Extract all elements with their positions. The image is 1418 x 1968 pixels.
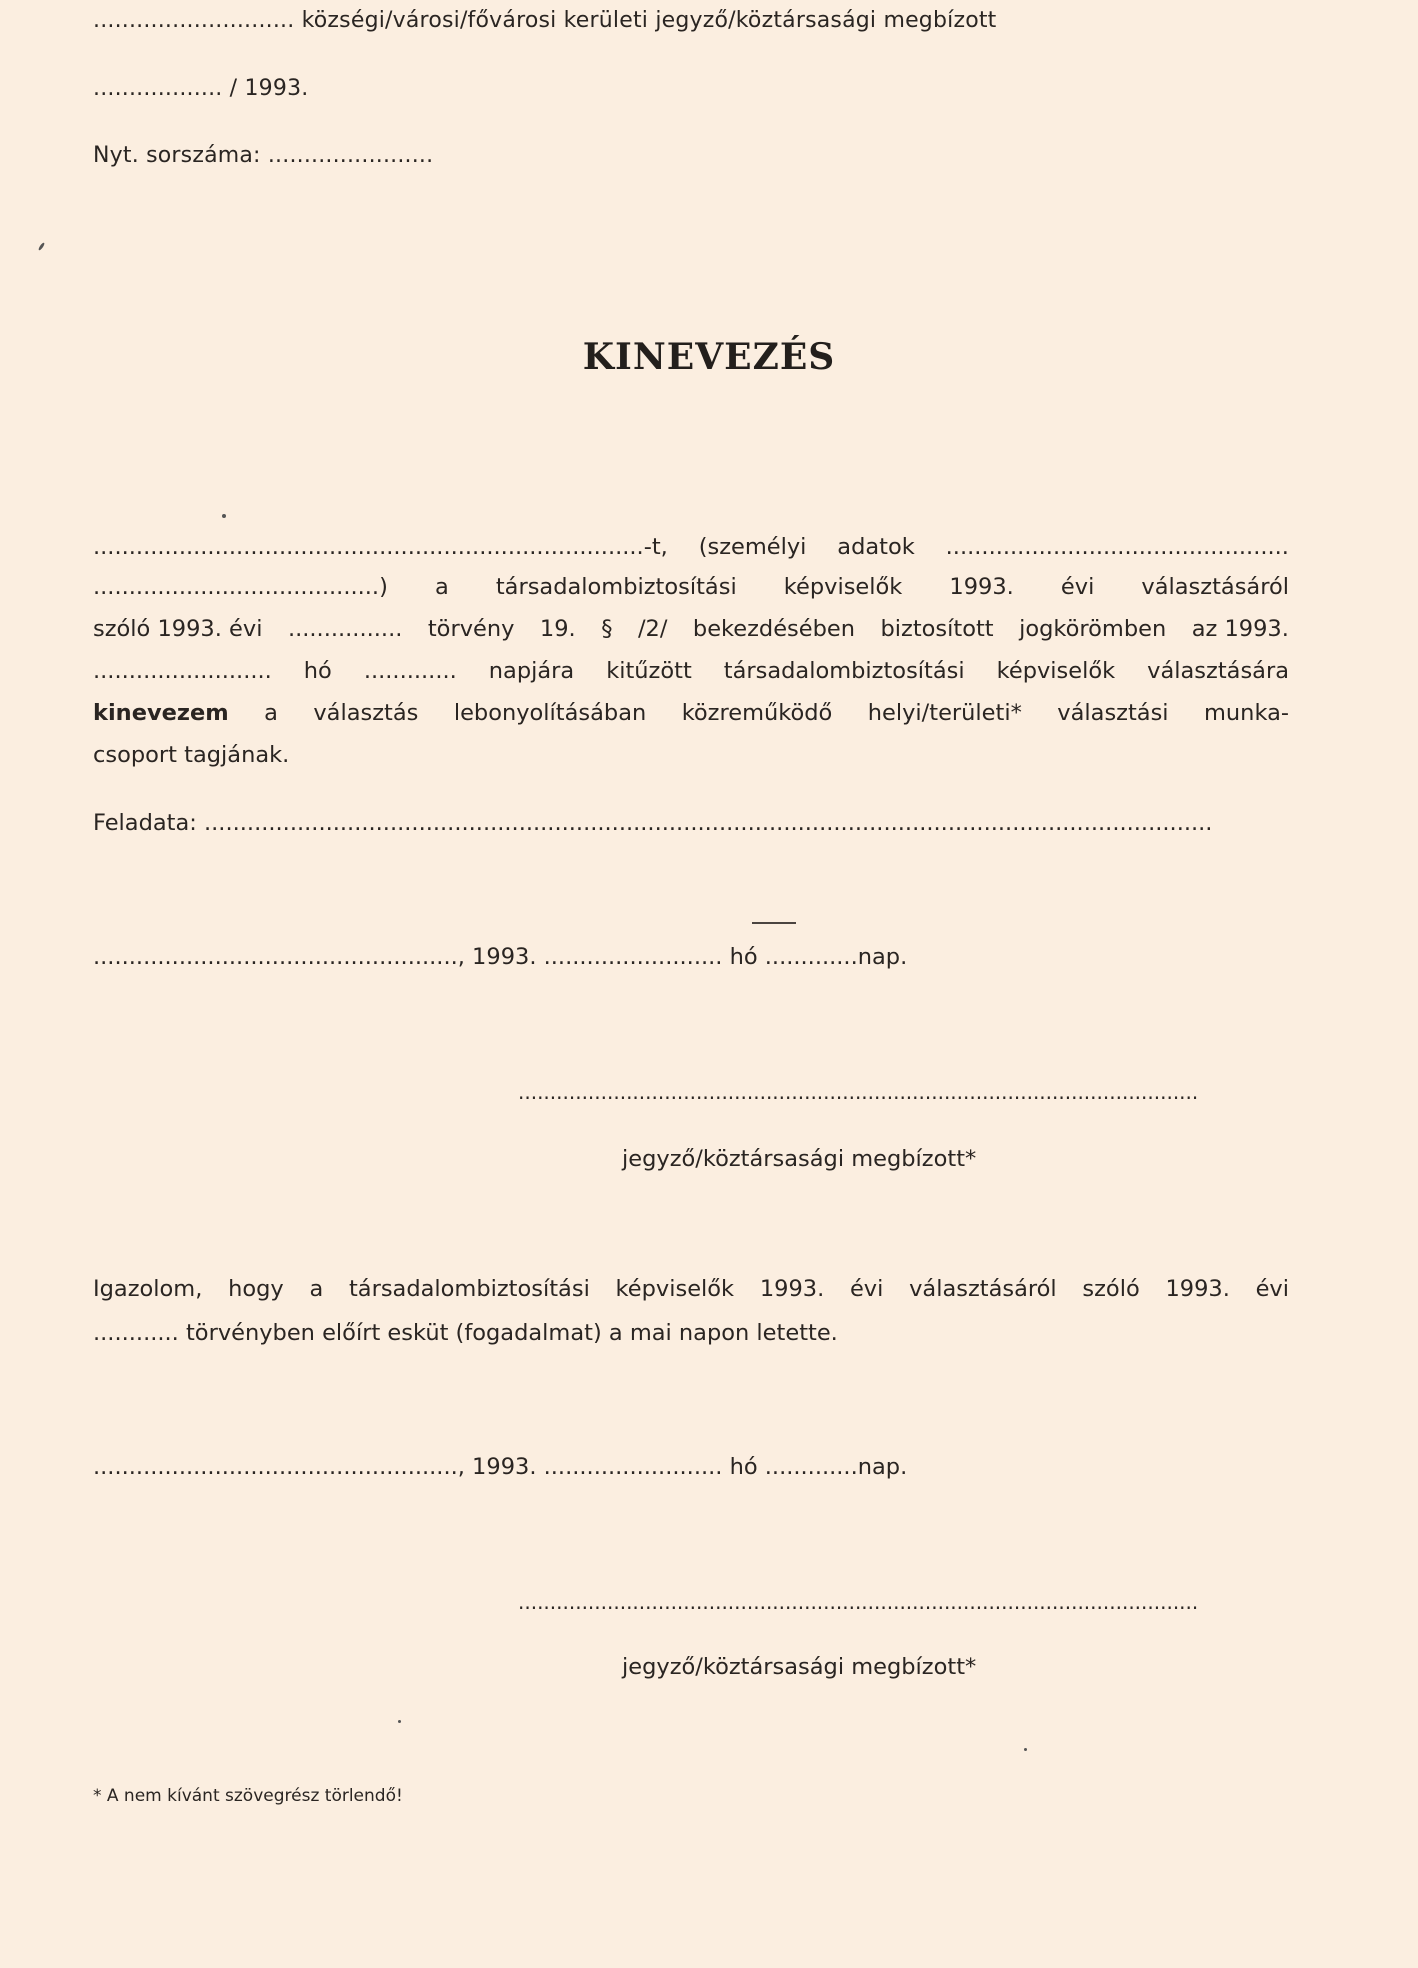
word: 1993. [949,574,1014,600]
appointment-keyword: kinevezem [93,700,229,726]
tasks-line: Feladata: ............................................................................................................................................. [93,810,1213,836]
word: társadalombiztosítási [348,1276,590,1302]
word: .............................................................................-t, [93,534,668,560]
signature-label-1: jegyző/köztársasági megbízott* [622,1146,977,1172]
appointment-line-6: csoport tagjának. [93,742,290,768]
word: kitűzött [606,658,692,684]
signature-line-1: ........................................................................................................... [518,1080,1199,1104]
word: ......................... [93,658,272,684]
paper-speck [38,242,46,251]
appointment-line-1 [93,534,1289,570]
word: választási [1057,700,1169,726]
paper-speck [1024,1748,1027,1751]
word: a [434,574,449,600]
certification-line-1 [93,1276,1289,1312]
appointment-line-3 [93,616,1289,652]
word: 1993. [759,1276,825,1302]
word: ................ [287,616,403,642]
serial-number-line: Nyt. sorszáma: ....................... [93,143,434,168]
issuer-line: ............................ községi/városi/fővárosi kerületi jegyző/köztársasági megbízott [93,8,997,33]
word: a [264,700,278,726]
document-title: KINEVEZÉS [582,336,836,378]
place-date-line-2: ..................................................., 1993. ......................... hó .............nap. [93,1454,908,1480]
word: hó [303,658,332,684]
word: napjára [488,658,575,684]
paper-speck [222,514,226,518]
word: közreműködő [681,700,833,726]
word: társadalombiztosítási [723,658,965,684]
word: hogy [228,1276,284,1302]
word: adatok [837,534,915,560]
word: lebonyolításában [453,700,647,726]
word: választás [313,700,419,726]
appointment-line-2 [93,574,1289,610]
word: választásáról [1141,574,1289,600]
word: (személyi [698,534,807,560]
word: ................................................ [945,534,1289,560]
word: bekezdésében [692,616,855,642]
word: jogkörömben [1019,616,1167,642]
word: 19. [539,616,576,642]
word: a [309,1276,324,1302]
place-date-line-1: ..................................................., 1993. ......................... hó .............nap. [93,944,908,970]
word: az 1993. [1191,616,1289,642]
word: /2/ [637,616,668,642]
word: választásáról [909,1276,1057,1302]
word: szóló [1082,1276,1140,1302]
word: § [601,616,613,642]
word: képviselők [996,658,1116,684]
footnote: * A nem kívánt szövegrész törlendő! [93,1786,403,1806]
word: évi [849,1276,884,1302]
word: évi [1060,574,1095,600]
word: képviselők [615,1276,735,1302]
word: választására [1147,658,1289,684]
word: szóló 1993. évi [93,616,263,642]
word: Igazolom, [93,1276,203,1302]
word: törvény [427,616,515,642]
word: képviselők [783,574,903,600]
appointment-line-5 [93,700,1289,736]
signature-label-2: jegyző/köztársasági megbízott* [622,1654,977,1680]
word: munka- [1204,700,1289,726]
signature-line-2: ........................................................................................................... [518,1590,1199,1614]
word: helyi/területi* [867,700,1022,726]
word: társadalombiztosítási [495,574,737,600]
appointment-line-4 [93,658,1289,694]
certification-line-2: ............ törvényben előírt esküt (fogadalmat) a mai napon letette. [93,1320,838,1346]
word: 1993. [1165,1276,1230,1302]
word: évi [1255,1276,1289,1302]
word: biztosított [880,616,994,642]
word: ........................................) [93,574,388,600]
word: ............. [363,658,457,684]
paper-speck [398,1720,401,1723]
separator-dash [752,922,796,924]
reference-number-line: .................. / 1993. [93,76,309,101]
